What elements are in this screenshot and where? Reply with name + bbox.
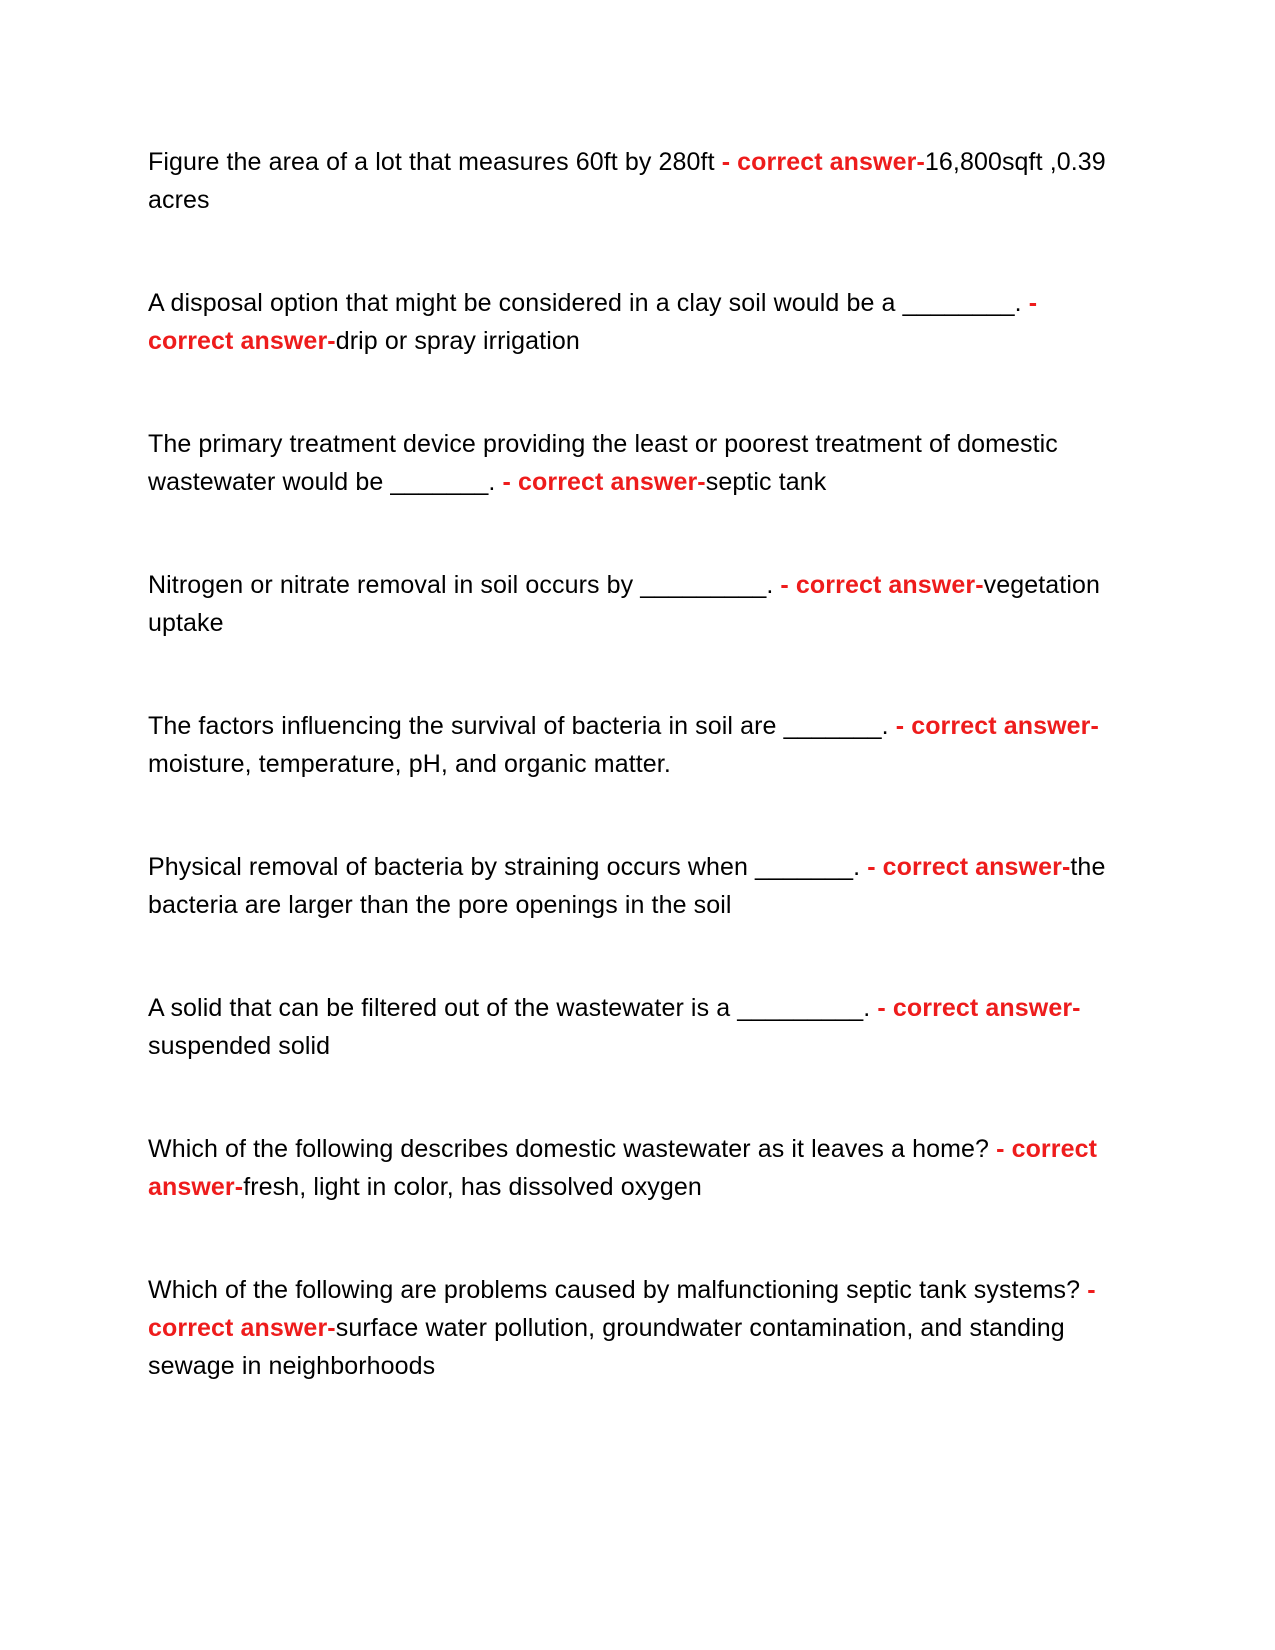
answer-marker: - correct answer- xyxy=(780,571,984,599)
answer-marker: - correct answer- xyxy=(867,853,1071,881)
question-text: A solid that can be filtered out of the wastewater is a _________. xyxy=(148,994,871,1022)
question-text: Which of the following describes domestic wastewater as it leaves a home? xyxy=(148,1135,990,1163)
answer-text: septic tank xyxy=(705,468,827,496)
qa-item xyxy=(148,284,1108,360)
question-text: Physical removal of bacteria by straining occurs when _______. xyxy=(148,853,861,881)
answer-text: surface water pollution, groundwater contamination, and standing sewage in neighborhoods xyxy=(148,1314,1065,1380)
question-text: The factors influencing the survival of bacteria in soil are _______. xyxy=(148,712,889,740)
answer-text: the bacteria are larger than the pore openings in the soil xyxy=(148,853,1106,919)
answer-marker: - correct answer- xyxy=(148,289,1038,355)
answer-text: moisture, temperature, pH, and organic matter. xyxy=(148,750,671,778)
answer-marker: - correct answer- xyxy=(148,1135,1098,1201)
qa-item xyxy=(148,566,1108,642)
question-text: Which of the following are problems caused by malfunctioning septic tank systems? xyxy=(148,1276,1081,1304)
answer-text: suspended solid xyxy=(148,1032,331,1060)
question-text: Nitrogen or nitrate removal in soil occurs by _________. xyxy=(148,571,774,599)
answer-text: 16,800sqft ,0.39 acres xyxy=(148,148,1106,214)
answer-marker: - correct answer- xyxy=(502,468,706,496)
qa-item xyxy=(148,707,1108,783)
qa-item xyxy=(148,425,1108,501)
answer-text: vegetation uptake xyxy=(148,571,1100,637)
qa-item xyxy=(148,1271,1108,1385)
answer-text: drip or spray irrigation xyxy=(335,327,580,355)
answer-marker: - correct answer- xyxy=(148,1276,1096,1342)
qa-item xyxy=(148,989,1108,1065)
qa-item xyxy=(148,1130,1108,1206)
question-text: Figure the area of a lot that measures 60ft by 280ft xyxy=(148,148,715,176)
question-text: The primary treatment device providing the least or poorest treatment of domestic wastewater would be _______. xyxy=(148,430,1058,496)
answer-text: fresh, light in color, has dissolved oxygen xyxy=(243,1173,702,1201)
question-text: A disposal option that might be considered in a clay soil would be a ________. xyxy=(148,289,1022,317)
answer-marker: - correct answer- xyxy=(895,712,1099,740)
answer-marker: - correct answer- xyxy=(877,994,1081,1022)
qa-item xyxy=(148,143,1108,219)
qa-item xyxy=(148,848,1108,924)
answer-marker: - correct answer- xyxy=(721,148,925,176)
